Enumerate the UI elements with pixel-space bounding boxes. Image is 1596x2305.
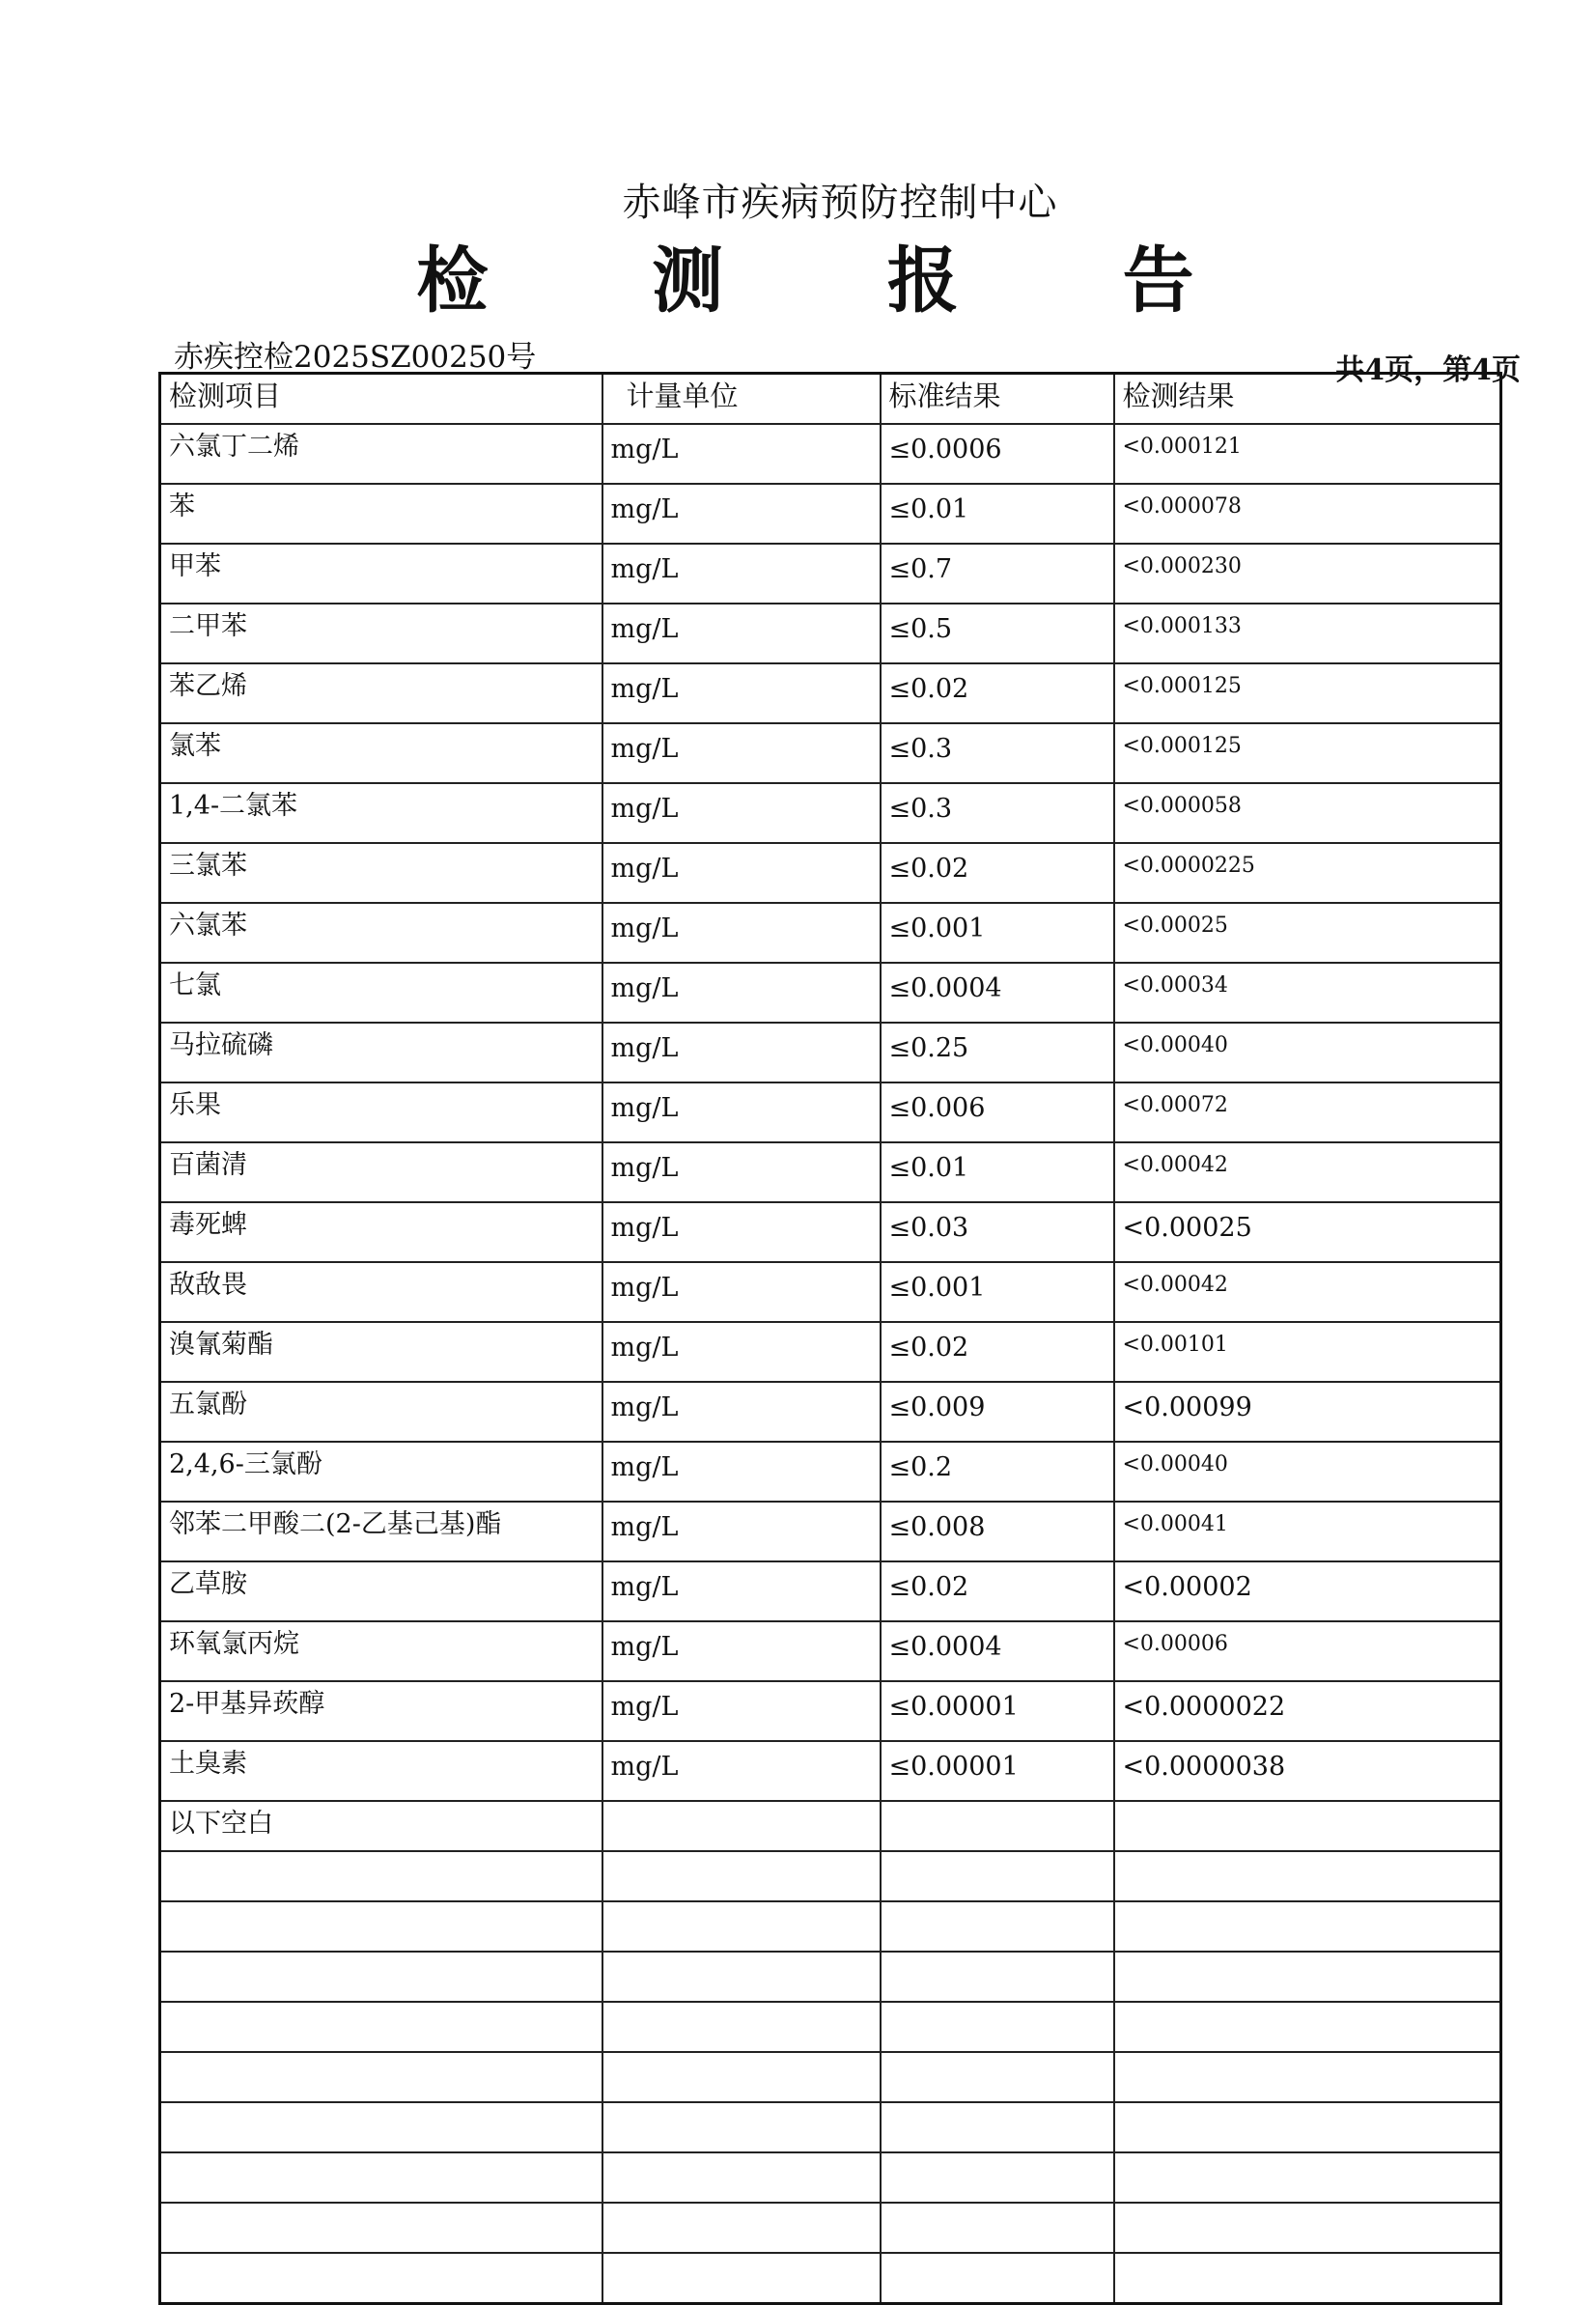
blank-cell [881, 2002, 1114, 2052]
result-cell: <0.00042 [1114, 1142, 1501, 1202]
blank-row [160, 2102, 1501, 2152]
standard-cell: ≤0.02 [881, 843, 1114, 903]
table-row [160, 1082, 1501, 1142]
column-header-result: 检测结果 [1114, 374, 1501, 425]
unit-cell: mg/L [602, 1262, 881, 1322]
blank-cell [602, 2052, 881, 2102]
blank-cell [881, 2102, 1114, 2152]
blank-cell [1114, 2253, 1501, 2304]
blank-cell [160, 2203, 602, 2253]
unit-cell: mg/L [602, 843, 881, 903]
table-row [160, 1202, 1501, 1262]
table-body [160, 424, 1501, 2304]
standard-cell: ≤0.02 [881, 1561, 1114, 1621]
blank-cell [602, 1801, 881, 1851]
standard-cell: ≤0.01 [881, 1142, 1114, 1202]
result-cell: <0.00099 [1114, 1382, 1501, 1442]
unit-cell: mg/L [602, 723, 881, 783]
standard-cell: ≤0.25 [881, 1023, 1114, 1082]
blank-cell [602, 2152, 881, 2203]
item-cell: 二甲苯 [160, 604, 602, 663]
blank-cell [160, 1851, 602, 1901]
table-row [160, 663, 1501, 723]
unit-cell: mg/L [602, 1382, 881, 1442]
blank-cell [602, 2002, 881, 2052]
item-cell: 乐果 [160, 1082, 602, 1142]
item-cell: 氯苯 [160, 723, 602, 783]
table-row [160, 484, 1501, 544]
blank-cell [602, 2253, 881, 2304]
table-row [160, 963, 1501, 1023]
unit-cell: mg/L [602, 1442, 881, 1502]
table-row [160, 1621, 1501, 1681]
blank-cell [881, 2253, 1114, 2304]
standard-cell: ≤0.02 [881, 663, 1114, 723]
result-cell: <0.00025 [1114, 1202, 1501, 1262]
result-cell: <0.00002 [1114, 1561, 1501, 1621]
blank-cell [881, 2052, 1114, 2102]
blank-cell [881, 1851, 1114, 1901]
result-cell: <0.000133 [1114, 604, 1501, 663]
item-cell: 七氯 [160, 963, 602, 1023]
blank-row [160, 1901, 1501, 1952]
blank-row [160, 1851, 1501, 1901]
result-cell: <0.00025 [1114, 903, 1501, 963]
unit-cell: mg/L [602, 604, 881, 663]
column-header-item: 检测项目 [160, 374, 602, 425]
item-cell: 土臭素 [160, 1741, 602, 1801]
table-row [160, 1561, 1501, 1621]
blank-cell [1114, 2052, 1501, 2102]
page-info: 共4页，第4页 [1335, 353, 1521, 387]
unit-cell: mg/L [602, 1142, 881, 1202]
blank-cell [1114, 2002, 1501, 2052]
unit-cell: mg/L [602, 1023, 881, 1082]
item-cell: 百菌清 [160, 1142, 602, 1202]
unit-cell: mg/L [602, 1621, 881, 1681]
result-cell: <0.00041 [1114, 1502, 1501, 1561]
unit-cell: mg/L [602, 1082, 881, 1142]
table-row [160, 903, 1501, 963]
results-table [158, 372, 1502, 2305]
item-cell: 毒死蜱 [160, 1202, 602, 1262]
table-row [160, 1681, 1501, 1741]
blank-cell [1114, 1901, 1501, 1952]
end-marker: 以下空白 [160, 1801, 602, 1851]
result-cell: <0.00040 [1114, 1442, 1501, 1502]
unit-cell: mg/L [602, 663, 881, 723]
blank-cell [881, 1952, 1114, 2002]
unit-cell: mg/L [602, 1202, 881, 1262]
unit-cell: mg/L [602, 1681, 881, 1741]
result-cell: <0.0000038 [1114, 1741, 1501, 1801]
table-row [160, 783, 1501, 843]
table-row [160, 1442, 1501, 1502]
unit-cell: mg/L [602, 1502, 881, 1561]
blank-cell [1114, 2203, 1501, 2253]
blank-cell [160, 2052, 602, 2102]
end-marker-row [160, 1801, 1501, 1851]
blank-cell [1114, 2152, 1501, 2203]
standard-cell: ≤0.008 [881, 1502, 1114, 1561]
result-cell: <0.00040 [1114, 1023, 1501, 1082]
blank-row [160, 2002, 1501, 2052]
item-cell: 苯 [160, 484, 602, 544]
table-row [160, 843, 1501, 903]
blank-cell [881, 2152, 1114, 2203]
report-title: 检 测 报 告 [416, 239, 1264, 323]
unit-cell: mg/L [602, 1561, 881, 1621]
table-row [160, 604, 1501, 663]
unit-cell: mg/L [602, 424, 881, 484]
item-cell: 敌敌畏 [160, 1262, 602, 1322]
item-cell: 三氯苯 [160, 843, 602, 903]
standard-cell: ≤0.001 [881, 903, 1114, 963]
table-row [160, 1142, 1501, 1202]
unit-cell: mg/L [602, 903, 881, 963]
blank-cell [1114, 1851, 1501, 1901]
result-cell: <0.000058 [1114, 783, 1501, 843]
blank-cell [602, 1901, 881, 1952]
blank-cell [160, 2152, 602, 2203]
report-number: 赤疾控检2025SZ00250号 [174, 340, 537, 375]
column-header-standard: 标准结果 [881, 374, 1114, 425]
table-row [160, 1382, 1501, 1442]
blank-cell [881, 1901, 1114, 1952]
blank-cell [160, 2002, 602, 2052]
result-cell: <0.000230 [1114, 544, 1501, 604]
standard-cell: ≤0.006 [881, 1082, 1114, 1142]
item-cell: 马拉硫磷 [160, 1023, 602, 1082]
item-cell: 六氯丁二烯 [160, 424, 602, 484]
standard-cell: ≤0.02 [881, 1322, 1114, 1382]
blank-row [160, 1952, 1501, 2002]
item-cell: 环氧氯丙烷 [160, 1621, 602, 1681]
result-cell: <0.00034 [1114, 963, 1501, 1023]
standard-cell: ≤0.00001 [881, 1681, 1114, 1741]
blank-cell [1114, 1801, 1501, 1851]
result-cell: <0.00101 [1114, 1322, 1501, 1382]
standard-cell: ≤0.0006 [881, 424, 1114, 484]
blank-cell [881, 2203, 1114, 2253]
unit-cell: mg/L [602, 783, 881, 843]
standard-cell: ≤0.001 [881, 1262, 1114, 1322]
result-cell: <0.00072 [1114, 1082, 1501, 1142]
standard-cell: ≤0.3 [881, 783, 1114, 843]
item-cell: 六氯苯 [160, 903, 602, 963]
blank-cell [160, 2253, 602, 2304]
blank-row [160, 2203, 1501, 2253]
blank-cell [160, 2102, 602, 2152]
table-row [160, 1262, 1501, 1322]
standard-cell: ≤0.0004 [881, 963, 1114, 1023]
blank-cell [602, 2203, 881, 2253]
standard-cell: ≤0.0004 [881, 1621, 1114, 1681]
standard-cell: ≤0.7 [881, 544, 1114, 604]
item-cell: 五氯酚 [160, 1382, 602, 1442]
blank-cell [160, 1901, 602, 1952]
result-cell: <0.0000225 [1114, 843, 1501, 903]
result-cell: <0.00006 [1114, 1621, 1501, 1681]
unit-cell: mg/L [602, 1741, 881, 1801]
blank-row [160, 2253, 1501, 2304]
item-cell: 2-甲基异莰醇 [160, 1681, 602, 1741]
result-cell: <0.000121 [1114, 424, 1501, 484]
blank-cell [1114, 2102, 1501, 2152]
blank-row [160, 2152, 1501, 2203]
blank-cell [602, 1952, 881, 2002]
item-cell: 溴氰菊酯 [160, 1322, 602, 1382]
blank-row [160, 2052, 1501, 2102]
table-row [160, 424, 1501, 484]
blank-cell [602, 1851, 881, 1901]
standard-cell: ≤0.2 [881, 1442, 1114, 1502]
item-cell: 乙草胺 [160, 1561, 602, 1621]
standard-cell: ≤0.01 [881, 484, 1114, 544]
table-header-row [160, 374, 1501, 425]
item-cell: 2,4,6-三氯酚 [160, 1442, 602, 1502]
table-row [160, 1023, 1501, 1082]
column-header-unit: 计量单位 [602, 374, 881, 425]
result-cell: <0.000125 [1114, 723, 1501, 783]
unit-cell: mg/L [602, 1322, 881, 1382]
table-row [160, 1502, 1501, 1561]
item-cell: 邻苯二甲酸二(2-乙基己基)酯 [160, 1502, 602, 1561]
standard-cell: ≤0.03 [881, 1202, 1114, 1262]
table-row [160, 1741, 1501, 1801]
table-row [160, 1322, 1501, 1382]
item-cell: 1,4-二氯苯 [160, 783, 602, 843]
item-cell: 甲苯 [160, 544, 602, 604]
standard-cell: ≤0.5 [881, 604, 1114, 663]
standard-cell: ≤0.009 [881, 1382, 1114, 1442]
standard-cell: ≤0.3 [881, 723, 1114, 783]
standard-cell: ≤0.00001 [881, 1741, 1114, 1801]
blank-cell [160, 1952, 602, 2002]
organization-name: 赤峰市疾病预防控制中心 [622, 181, 1058, 225]
table-row [160, 723, 1501, 783]
blank-cell [881, 1801, 1114, 1851]
result-cell: <0.00042 [1114, 1262, 1501, 1322]
unit-cell: mg/L [602, 963, 881, 1023]
unit-cell: mg/L [602, 544, 881, 604]
table-row [160, 544, 1501, 604]
item-cell: 苯乙烯 [160, 663, 602, 723]
unit-cell: mg/L [602, 484, 881, 544]
result-cell: <0.0000022 [1114, 1681, 1501, 1741]
result-cell: <0.000078 [1114, 484, 1501, 544]
result-cell: <0.000125 [1114, 663, 1501, 723]
blank-cell [1114, 1952, 1501, 2002]
blank-cell [602, 2102, 881, 2152]
